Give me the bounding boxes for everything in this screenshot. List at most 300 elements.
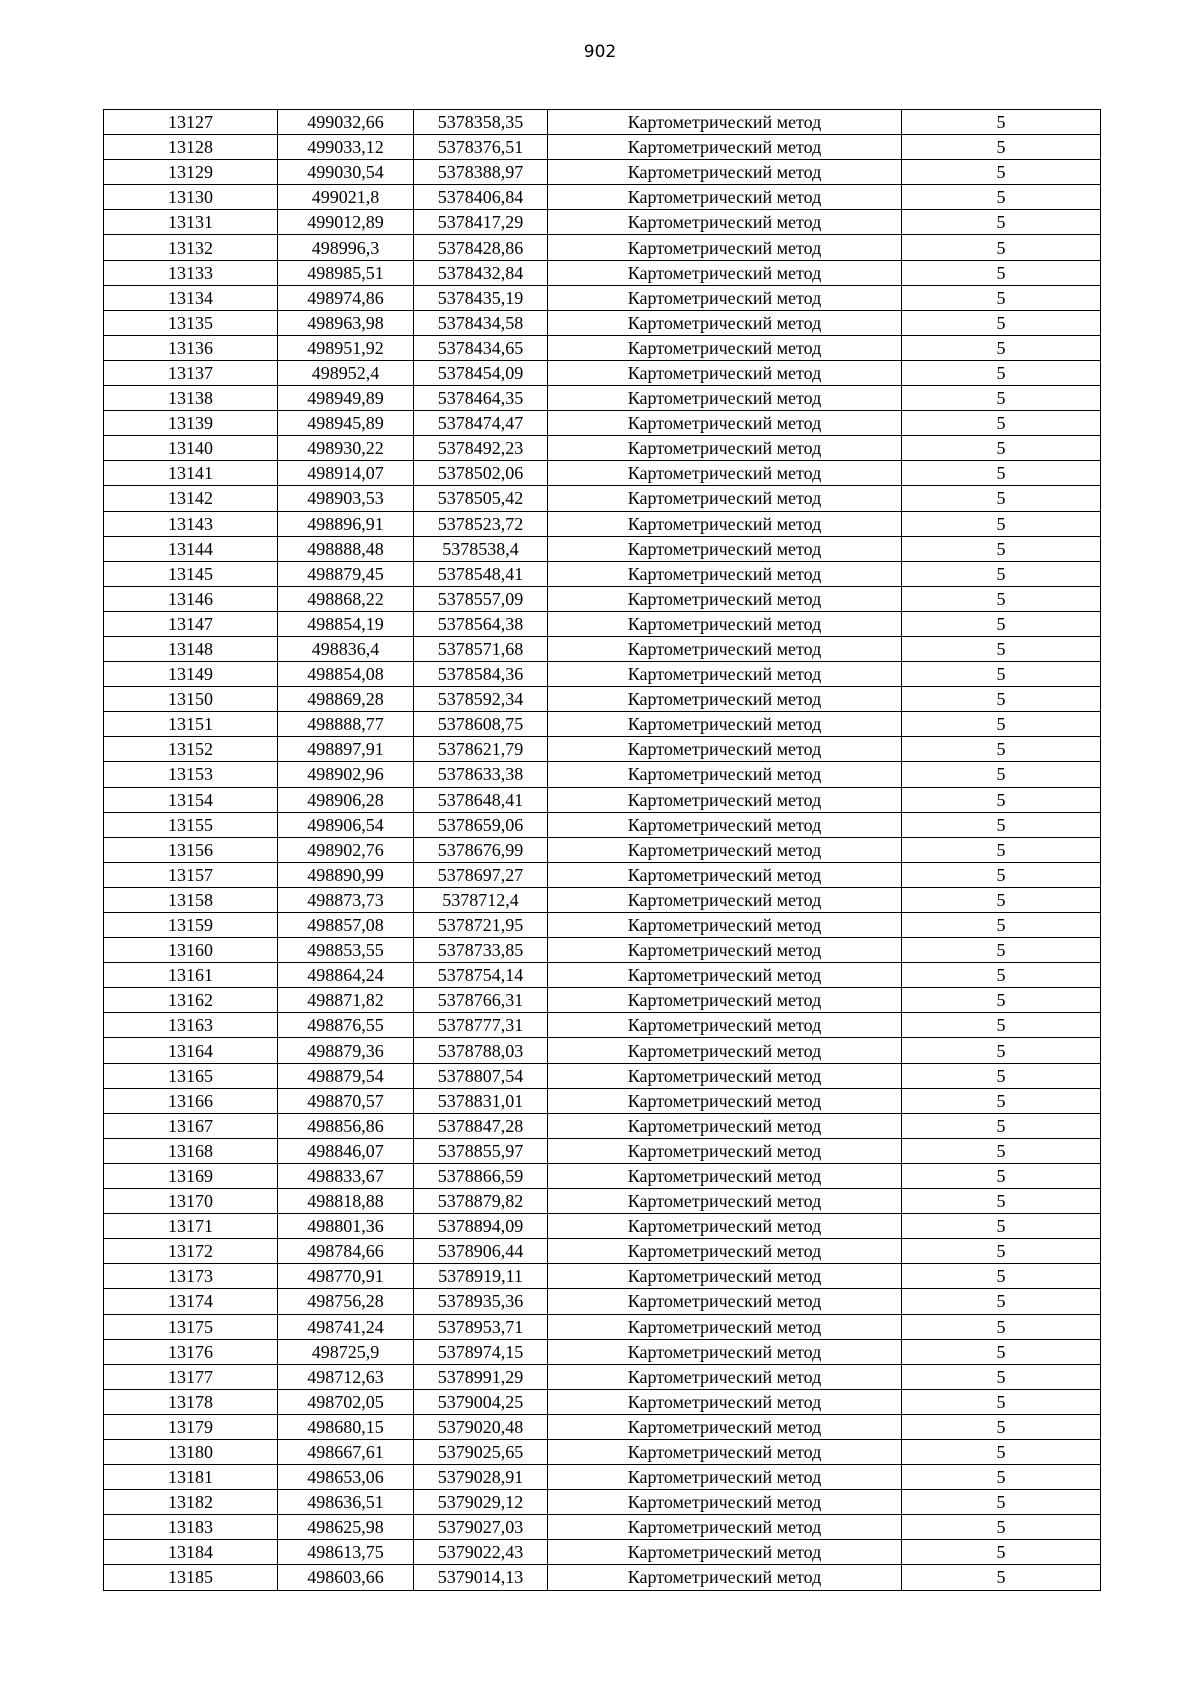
- x-coordinate-cell: 498653,06: [278, 1465, 414, 1490]
- accuracy-cell: 5: [902, 1490, 1101, 1515]
- point-number-cell: 13129: [104, 160, 278, 185]
- x-coordinate-cell: 498945,89: [278, 411, 414, 436]
- method-cell: Картометрический метод: [548, 1389, 902, 1414]
- method-cell: Картометрический метод: [548, 1465, 902, 1490]
- method-cell: Картометрический метод: [548, 1264, 902, 1289]
- accuracy-cell: 5: [902, 511, 1101, 536]
- x-coordinate-cell: 498963,98: [278, 310, 414, 335]
- method-cell: Картометрический метод: [548, 1540, 902, 1565]
- accuracy-cell: 5: [902, 1339, 1101, 1364]
- point-number-cell: 13131: [104, 210, 278, 235]
- table-row: [104, 812, 1101, 837]
- accuracy-cell: 5: [902, 787, 1101, 812]
- method-cell: Картометрический метод: [548, 110, 902, 135]
- accuracy-cell: 5: [902, 461, 1101, 486]
- method-cell: Картометрический метод: [548, 1490, 902, 1515]
- accuracy-cell: 5: [902, 1189, 1101, 1214]
- y-coordinate-cell: 5379025,65: [414, 1439, 548, 1464]
- accuracy-cell: 5: [902, 938, 1101, 963]
- method-cell: Картометрический метод: [548, 1088, 902, 1113]
- table-row: [104, 913, 1101, 938]
- y-coordinate-cell: 5379022,43: [414, 1540, 548, 1565]
- x-coordinate-cell: 498869,28: [278, 687, 414, 712]
- point-number-cell: 13137: [104, 360, 278, 385]
- accuracy-cell: 5: [902, 536, 1101, 561]
- point-number-cell: 13156: [104, 837, 278, 862]
- method-cell: Картометрический метод: [548, 812, 902, 837]
- method-cell: Картометрический метод: [548, 1515, 902, 1540]
- method-cell: Картометрический метод: [548, 837, 902, 862]
- table-row: [104, 636, 1101, 661]
- point-number-cell: 13166: [104, 1088, 278, 1113]
- table-row: [104, 260, 1101, 285]
- method-cell: Картометрический метод: [548, 862, 902, 887]
- table-row: [104, 1214, 1101, 1239]
- point-number-cell: 13169: [104, 1163, 278, 1188]
- method-cell: Картометрический метод: [548, 1565, 902, 1590]
- method-cell: Картометрический метод: [548, 135, 902, 160]
- y-coordinate-cell: 5378721,95: [414, 913, 548, 938]
- y-coordinate-cell: 5378608,75: [414, 712, 548, 737]
- point-number-cell: 13157: [104, 862, 278, 887]
- point-number-cell: 13128: [104, 135, 278, 160]
- y-coordinate-cell: 5378406,84: [414, 185, 548, 210]
- accuracy-cell: 5: [902, 1138, 1101, 1163]
- accuracy-cell: 5: [902, 285, 1101, 310]
- y-coordinate-cell: 5378523,72: [414, 511, 548, 536]
- accuracy-cell: 5: [902, 260, 1101, 285]
- accuracy-cell: 5: [902, 235, 1101, 260]
- table-row: [104, 310, 1101, 335]
- accuracy-cell: 5: [902, 687, 1101, 712]
- point-number-cell: 13143: [104, 511, 278, 536]
- table-row: [104, 662, 1101, 687]
- x-coordinate-cell: 498680,15: [278, 1414, 414, 1439]
- method-cell: Картометрический метод: [548, 1364, 902, 1389]
- y-coordinate-cell: 5379029,12: [414, 1490, 548, 1515]
- x-coordinate-cell: 498864,24: [278, 963, 414, 988]
- y-coordinate-cell: 5378388,97: [414, 160, 548, 185]
- accuracy-cell: 5: [902, 1540, 1101, 1565]
- accuracy-cell: 5: [902, 1163, 1101, 1188]
- method-cell: Картометрический метод: [548, 386, 902, 411]
- point-number-cell: 13174: [104, 1289, 278, 1314]
- point-number-cell: 13177: [104, 1364, 278, 1389]
- point-number-cell: 13134: [104, 285, 278, 310]
- y-coordinate-cell: 5378754,14: [414, 963, 548, 988]
- accuracy-cell: 5: [902, 135, 1101, 160]
- table-row: [104, 938, 1101, 963]
- method-cell: Картометрический метод: [548, 787, 902, 812]
- point-number-cell: 13152: [104, 737, 278, 762]
- accuracy-cell: 5: [902, 1088, 1101, 1113]
- point-number-cell: 13155: [104, 812, 278, 837]
- method-cell: Картометрический метод: [548, 887, 902, 912]
- table-row: [104, 436, 1101, 461]
- accuracy-cell: 5: [902, 1289, 1101, 1314]
- x-coordinate-cell: 498741,24: [278, 1314, 414, 1339]
- point-number-cell: 13154: [104, 787, 278, 812]
- point-number-cell: 13160: [104, 938, 278, 963]
- table-row: [104, 285, 1101, 310]
- point-number-cell: 13150: [104, 687, 278, 712]
- point-number-cell: 13136: [104, 335, 278, 360]
- table-row: [104, 461, 1101, 486]
- method-cell: Картометрический метод: [548, 160, 902, 185]
- accuracy-cell: 5: [902, 335, 1101, 360]
- y-coordinate-cell: 5378866,59: [414, 1163, 548, 1188]
- method-cell: Картометрический метод: [548, 938, 902, 963]
- accuracy-cell: 5: [902, 185, 1101, 210]
- x-coordinate-cell: 498903,53: [278, 486, 414, 511]
- method-cell: Картометрический метод: [548, 511, 902, 536]
- accuracy-cell: 5: [902, 1063, 1101, 1088]
- point-number-cell: 13167: [104, 1113, 278, 1138]
- page-number: 902: [583, 42, 617, 62]
- table-row: [104, 1088, 1101, 1113]
- method-cell: Картометрический метод: [548, 486, 902, 511]
- point-number-cell: 13159: [104, 913, 278, 938]
- y-coordinate-cell: 5378376,51: [414, 135, 548, 160]
- point-number-cell: 13146: [104, 586, 278, 611]
- accuracy-cell: 5: [902, 1113, 1101, 1138]
- point-number-cell: 13130: [104, 185, 278, 210]
- point-number-cell: 13151: [104, 712, 278, 737]
- point-number-cell: 13173: [104, 1264, 278, 1289]
- point-number-cell: 13175: [104, 1314, 278, 1339]
- table-row: [104, 210, 1101, 235]
- y-coordinate-cell: 5378919,11: [414, 1264, 548, 1289]
- point-number-cell: 13133: [104, 260, 278, 285]
- point-number-cell: 13168: [104, 1138, 278, 1163]
- x-coordinate-cell: 499021,8: [278, 185, 414, 210]
- method-cell: Картометрический метод: [548, 436, 902, 461]
- accuracy-cell: 5: [902, 586, 1101, 611]
- method-cell: Картометрический метод: [548, 1439, 902, 1464]
- x-coordinate-cell: 499012,89: [278, 210, 414, 235]
- accuracy-cell: 5: [902, 360, 1101, 385]
- point-number-cell: 13153: [104, 762, 278, 787]
- y-coordinate-cell: 5378991,29: [414, 1364, 548, 1389]
- y-coordinate-cell: 5378788,03: [414, 1038, 548, 1063]
- x-coordinate-cell: 498846,07: [278, 1138, 414, 1163]
- accuracy-cell: 5: [902, 636, 1101, 661]
- method-cell: Картометрический метод: [548, 636, 902, 661]
- method-cell: Картометрический метод: [548, 988, 902, 1013]
- x-coordinate-cell: 498985,51: [278, 260, 414, 285]
- table-row: [104, 1163, 1101, 1188]
- x-coordinate-cell: 498702,05: [278, 1389, 414, 1414]
- accuracy-cell: 5: [902, 837, 1101, 862]
- table-row: [104, 1289, 1101, 1314]
- table-row: [104, 1465, 1101, 1490]
- x-coordinate-cell: 498613,75: [278, 1540, 414, 1565]
- point-number-cell: 13162: [104, 988, 278, 1013]
- y-coordinate-cell: 5378592,34: [414, 687, 548, 712]
- point-number-cell: 13171: [104, 1214, 278, 1239]
- x-coordinate-cell: 498836,4: [278, 636, 414, 661]
- method-cell: Картометрический метод: [548, 411, 902, 436]
- table-row: [104, 1439, 1101, 1464]
- y-coordinate-cell: 5378855,97: [414, 1138, 548, 1163]
- y-coordinate-cell: 5379014,13: [414, 1565, 548, 1590]
- table-row: [104, 963, 1101, 988]
- method-cell: Картометрический метод: [548, 260, 902, 285]
- x-coordinate-cell: 498873,73: [278, 887, 414, 912]
- coordinates-table: [103, 109, 1101, 1591]
- point-number-cell: 13138: [104, 386, 278, 411]
- point-number-cell: 13176: [104, 1339, 278, 1364]
- table-row: [104, 486, 1101, 511]
- accuracy-cell: 5: [902, 436, 1101, 461]
- y-coordinate-cell: 5379004,25: [414, 1389, 548, 1414]
- accuracy-cell: 5: [902, 110, 1101, 135]
- accuracy-cell: 5: [902, 1515, 1101, 1540]
- method-cell: Картометрический метод: [548, 1239, 902, 1264]
- accuracy-cell: 5: [902, 210, 1101, 235]
- accuracy-cell: 5: [902, 887, 1101, 912]
- point-number-cell: 13165: [104, 1063, 278, 1088]
- method-cell: Картометрический метод: [548, 1038, 902, 1063]
- x-coordinate-cell: 498974,86: [278, 285, 414, 310]
- x-coordinate-cell: 498725,9: [278, 1339, 414, 1364]
- x-coordinate-cell: 498712,63: [278, 1364, 414, 1389]
- method-cell: Картометрический метод: [548, 1163, 902, 1188]
- method-cell: Картометрический метод: [548, 662, 902, 687]
- y-coordinate-cell: 5378974,15: [414, 1339, 548, 1364]
- accuracy-cell: 5: [902, 1414, 1101, 1439]
- y-coordinate-cell: 5378621,79: [414, 737, 548, 762]
- coordinates-table-body: [104, 110, 1101, 1591]
- x-coordinate-cell: 498930,22: [278, 436, 414, 461]
- accuracy-cell: 5: [902, 1314, 1101, 1339]
- x-coordinate-cell: 498902,76: [278, 837, 414, 862]
- x-coordinate-cell: 498636,51: [278, 1490, 414, 1515]
- x-coordinate-cell: 498888,77: [278, 712, 414, 737]
- method-cell: Картометрический метод: [548, 913, 902, 938]
- point-number-cell: 13170: [104, 1189, 278, 1214]
- accuracy-cell: 5: [902, 762, 1101, 787]
- accuracy-cell: 5: [902, 812, 1101, 837]
- y-coordinate-cell: 5378831,01: [414, 1088, 548, 1113]
- accuracy-cell: 5: [902, 160, 1101, 185]
- y-coordinate-cell: 5379027,03: [414, 1515, 548, 1540]
- method-cell: Картометрический метод: [548, 1214, 902, 1239]
- x-coordinate-cell: 498906,28: [278, 787, 414, 812]
- x-coordinate-cell: 498853,55: [278, 938, 414, 963]
- accuracy-cell: 5: [902, 1389, 1101, 1414]
- table-row: [104, 712, 1101, 737]
- table-row: [104, 511, 1101, 536]
- accuracy-cell: 5: [902, 988, 1101, 1013]
- method-cell: Картометрический метод: [548, 1063, 902, 1088]
- y-coordinate-cell: 5378557,09: [414, 586, 548, 611]
- point-number-cell: 13139: [104, 411, 278, 436]
- y-coordinate-cell: 5378584,36: [414, 662, 548, 687]
- y-coordinate-cell: 5378502,06: [414, 461, 548, 486]
- x-coordinate-cell: 498667,61: [278, 1439, 414, 1464]
- table-row: [104, 1264, 1101, 1289]
- accuracy-cell: 5: [902, 662, 1101, 687]
- point-number-cell: 13164: [104, 1038, 278, 1063]
- y-coordinate-cell: 5379020,48: [414, 1414, 548, 1439]
- y-coordinate-cell: 5378648,41: [414, 787, 548, 812]
- table-row: [104, 988, 1101, 1013]
- accuracy-cell: 5: [902, 963, 1101, 988]
- method-cell: Картометрический метод: [548, 712, 902, 737]
- x-coordinate-cell: 498856,86: [278, 1113, 414, 1138]
- table-row: [104, 386, 1101, 411]
- method-cell: Картометрический метод: [548, 963, 902, 988]
- point-number-cell: 13183: [104, 1515, 278, 1540]
- x-coordinate-cell: 498854,08: [278, 662, 414, 687]
- x-coordinate-cell: 498879,54: [278, 1063, 414, 1088]
- table-row: [104, 1189, 1101, 1214]
- table-row: [104, 360, 1101, 385]
- method-cell: Картометрический метод: [548, 611, 902, 636]
- accuracy-cell: 5: [902, 486, 1101, 511]
- y-coordinate-cell: 5378847,28: [414, 1113, 548, 1138]
- point-number-cell: 13148: [104, 636, 278, 661]
- y-coordinate-cell: 5378417,29: [414, 210, 548, 235]
- table-row: [104, 1113, 1101, 1138]
- y-coordinate-cell: 5379028,91: [414, 1465, 548, 1490]
- method-cell: Картометрический метод: [548, 1414, 902, 1439]
- y-coordinate-cell: 5378894,09: [414, 1214, 548, 1239]
- accuracy-cell: 5: [902, 386, 1101, 411]
- table-row: [104, 160, 1101, 185]
- accuracy-cell: 5: [902, 1038, 1101, 1063]
- accuracy-cell: 5: [902, 913, 1101, 938]
- y-coordinate-cell: 5378807,54: [414, 1063, 548, 1088]
- x-coordinate-cell: 499033,12: [278, 135, 414, 160]
- point-number-cell: 13179: [104, 1414, 278, 1439]
- method-cell: Картометрический метод: [548, 1138, 902, 1163]
- table-row: [104, 411, 1101, 436]
- x-coordinate-cell: 498857,08: [278, 913, 414, 938]
- accuracy-cell: 5: [902, 737, 1101, 762]
- method-cell: Картометрический метод: [548, 285, 902, 310]
- point-number-cell: 13184: [104, 1540, 278, 1565]
- table-row: [104, 1565, 1101, 1590]
- method-cell: Картометрический метод: [548, 1113, 902, 1138]
- x-coordinate-cell: 498756,28: [278, 1289, 414, 1314]
- point-number-cell: 13163: [104, 1013, 278, 1038]
- y-coordinate-cell: 5378564,38: [414, 611, 548, 636]
- table-row: [104, 1013, 1101, 1038]
- method-cell: Картометрический метод: [548, 536, 902, 561]
- accuracy-cell: 5: [902, 1214, 1101, 1239]
- x-coordinate-cell: 498801,36: [278, 1214, 414, 1239]
- y-coordinate-cell: 5378777,31: [414, 1013, 548, 1038]
- point-number-cell: 13182: [104, 1490, 278, 1515]
- table-row: [104, 1389, 1101, 1414]
- method-cell: Картометрический метод: [548, 1189, 902, 1214]
- y-coordinate-cell: 5378505,42: [414, 486, 548, 511]
- y-coordinate-cell: 5378428,86: [414, 235, 548, 260]
- point-number-cell: 13141: [104, 461, 278, 486]
- y-coordinate-cell: 5378474,47: [414, 411, 548, 436]
- y-coordinate-cell: 5378464,35: [414, 386, 548, 411]
- table-row: [104, 1540, 1101, 1565]
- x-coordinate-cell: 498914,07: [278, 461, 414, 486]
- x-coordinate-cell: 498784,66: [278, 1239, 414, 1264]
- accuracy-cell: 5: [902, 1465, 1101, 1490]
- x-coordinate-cell: 499030,54: [278, 160, 414, 185]
- y-coordinate-cell: 5378935,36: [414, 1289, 548, 1314]
- method-cell: Картометрический метод: [548, 235, 902, 260]
- method-cell: Картометрический метод: [548, 762, 902, 787]
- x-coordinate-cell: 498951,92: [278, 335, 414, 360]
- x-coordinate-cell: 499032,66: [278, 110, 414, 135]
- method-cell: Картометрический метод: [548, 360, 902, 385]
- y-coordinate-cell: 5378659,06: [414, 812, 548, 837]
- y-coordinate-cell: 5378454,09: [414, 360, 548, 385]
- y-coordinate-cell: 5378766,31: [414, 988, 548, 1013]
- table-row: [104, 235, 1101, 260]
- accuracy-cell: 5: [902, 1565, 1101, 1590]
- x-coordinate-cell: 498879,36: [278, 1038, 414, 1063]
- table-row: [104, 335, 1101, 360]
- x-coordinate-cell: 498870,57: [278, 1088, 414, 1113]
- y-coordinate-cell: 5378676,99: [414, 837, 548, 862]
- table-row: [104, 1138, 1101, 1163]
- x-coordinate-cell: 498896,91: [278, 511, 414, 536]
- y-coordinate-cell: 5378712,4: [414, 887, 548, 912]
- method-cell: Картометрический метод: [548, 586, 902, 611]
- x-coordinate-cell: 498854,19: [278, 611, 414, 636]
- table-row: [104, 737, 1101, 762]
- point-number-cell: 13161: [104, 963, 278, 988]
- x-coordinate-cell: 498952,4: [278, 360, 414, 385]
- point-number-cell: 13172: [104, 1239, 278, 1264]
- method-cell: Картометрический метод: [548, 687, 902, 712]
- table-row: [104, 762, 1101, 787]
- x-coordinate-cell: 498902,96: [278, 762, 414, 787]
- table-row: [104, 185, 1101, 210]
- method-cell: Картометрический метод: [548, 461, 902, 486]
- method-cell: Картометрический метод: [548, 561, 902, 586]
- accuracy-cell: 5: [902, 611, 1101, 636]
- y-coordinate-cell: 5378432,84: [414, 260, 548, 285]
- table-row: [104, 1038, 1101, 1063]
- table-row: [104, 837, 1101, 862]
- y-coordinate-cell: 5378434,65: [414, 335, 548, 360]
- x-coordinate-cell: 498879,45: [278, 561, 414, 586]
- point-number-cell: 13145: [104, 561, 278, 586]
- accuracy-cell: 5: [902, 310, 1101, 335]
- x-coordinate-cell: 498897,91: [278, 737, 414, 762]
- y-coordinate-cell: 5378538,4: [414, 536, 548, 561]
- x-coordinate-cell: 498871,82: [278, 988, 414, 1013]
- point-number-cell: 13147: [104, 611, 278, 636]
- x-coordinate-cell: 498996,3: [278, 235, 414, 260]
- point-number-cell: 13140: [104, 436, 278, 461]
- point-number-cell: 13181: [104, 1465, 278, 1490]
- point-number-cell: 13142: [104, 486, 278, 511]
- table-row: [104, 110, 1101, 135]
- table-row: [104, 135, 1101, 160]
- x-coordinate-cell: 498818,88: [278, 1189, 414, 1214]
- y-coordinate-cell: 5378733,85: [414, 938, 548, 963]
- table-row: [104, 1339, 1101, 1364]
- table-row: [104, 611, 1101, 636]
- y-coordinate-cell: 5378879,82: [414, 1189, 548, 1214]
- y-coordinate-cell: 5378906,44: [414, 1239, 548, 1264]
- point-number-cell: 13178: [104, 1389, 278, 1414]
- method-cell: Картометрический метод: [548, 310, 902, 335]
- point-number-cell: 13135: [104, 310, 278, 335]
